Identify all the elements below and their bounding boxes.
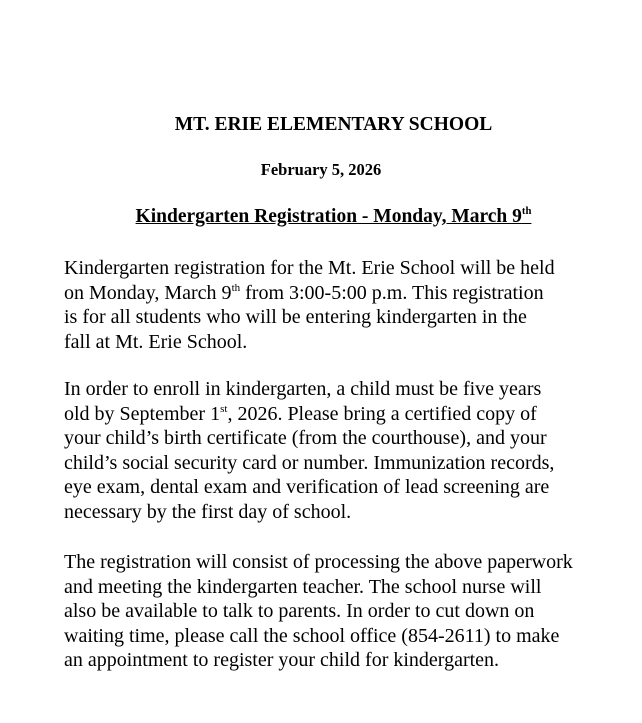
- superscript: th: [231, 281, 241, 294]
- line-text: and meeting the kindergarten teacher. The school nurse will: [64, 575, 542, 598]
- line-text: also be available to talk to parents. In order to cut down on: [64, 600, 535, 622]
- heading-superscript: th: [521, 204, 532, 217]
- text-line: [64, 550, 573, 575]
- superscript: st: [220, 402, 228, 415]
- text-line: [64, 377, 554, 402]
- line-text: necessary by the first day of school.: [64, 500, 352, 523]
- line-text: your child’s birth certificate (from the courthouse), and your: [64, 427, 547, 449]
- text-line: [64, 426, 554, 451]
- text-line: [64, 330, 555, 355]
- line-text: In order to enroll in kindergarten, a child must be five years: [64, 378, 542, 400]
- text-line: [64, 648, 573, 673]
- line-text: fall at Mt. Erie School.: [64, 330, 248, 353]
- text-line: [64, 475, 554, 500]
- text-line: [64, 402, 554, 427]
- text-line: [64, 624, 573, 649]
- line-text-continued: , 2026. Please bring a certified copy of: [227, 402, 537, 425]
- paragraph-registration-info: [64, 256, 555, 354]
- line-text: waiting time, please call the school office (854-2611) to make: [64, 624, 560, 647]
- school-name-title: MT. ERIE ELEMENTARY SCHOOL: [174, 114, 493, 135]
- text-line: [64, 281, 555, 306]
- paragraph-appointment-info: [64, 550, 573, 673]
- line-text: child’s social security card or number. Immunization records,: [64, 451, 555, 474]
- line-text: eye exam, dental exam and verification of lead screening are: [64, 476, 550, 498]
- line-text: Kindergarten registration for the Mt. Erie School will be held: [64, 257, 555, 279]
- paragraph-enrollment-requirements: [64, 377, 554, 524]
- line-text: old by September 1: [64, 402, 221, 425]
- text-line: [64, 599, 573, 624]
- text-line: [64, 256, 555, 281]
- text-line: [64, 305, 555, 330]
- text-line: [64, 451, 554, 476]
- line-text: on Monday, March 9: [64, 281, 232, 304]
- line-text: is for all students who will be entering kindergarten in the: [64, 306, 527, 328]
- text-line: [64, 575, 573, 600]
- line-text-continued: from 3:00-5:00 p.m. This registration: [240, 281, 544, 304]
- document-date: February 5, 2026: [260, 160, 382, 179]
- heading-text: Kindergarten Registration - Monday, March 9: [135, 206, 522, 227]
- line-text: an appointment to register your child for kindergarten.: [64, 649, 500, 671]
- line-text: The registration will consist of processing the above paperwork: [64, 551, 573, 573]
- registration-heading: [0, 206, 642, 228]
- text-line: [64, 500, 554, 525]
